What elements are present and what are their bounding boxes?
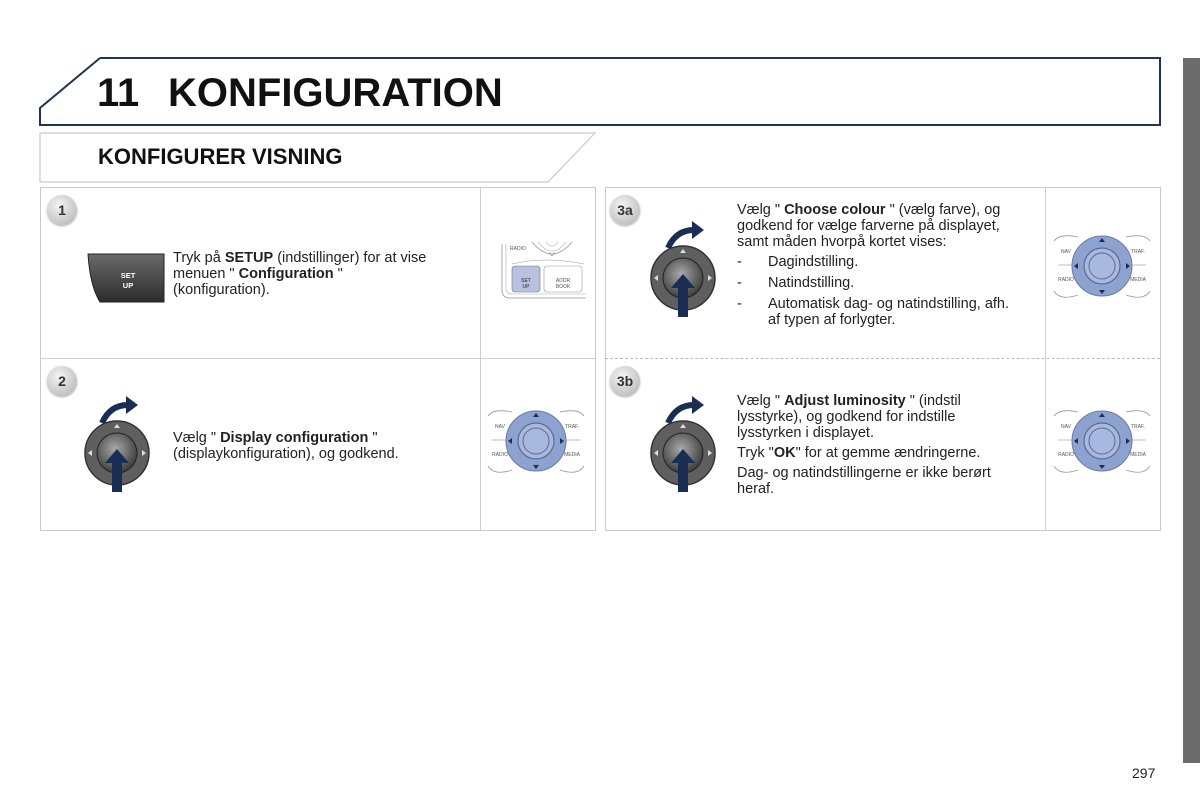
label-media: MEDIA (1130, 452, 1146, 458)
divider (40, 358, 595, 359)
step-1-text (173, 250, 433, 298)
panel-label-setup-1: SET (521, 278, 531, 284)
list-item (737, 254, 1017, 270)
paragraph (737, 202, 1017, 250)
paragraph: Dag- og natindstillingerne er ikke berørt heraf. (737, 465, 991, 497)
text-run: (indstillinger) for at vise menuen " (173, 250, 427, 282)
step-2-text (173, 430, 473, 462)
divider (605, 358, 1160, 359)
step-3b-text (737, 393, 1022, 501)
panel-label-radio: RADIO (510, 246, 526, 252)
label-nav: NAV (1061, 424, 1071, 430)
text-run: " (indstil lysstyrke), og godkend for indstille lysstyrken i displayet. (737, 393, 961, 441)
list-item (737, 296, 1017, 328)
divider (1045, 188, 1046, 530)
paragraph (737, 393, 1022, 441)
dashboard-setup-illustration (496, 236, 588, 302)
step-3a-text (737, 202, 1017, 333)
text-run: Vælg " (173, 430, 221, 446)
text-run: " (vælg farve), og godkend for vælge farverne på displayet, samt måden hvorpå kortet vises: (737, 202, 1001, 250)
text-run: " (konfiguration). (173, 266, 343, 298)
label-traf: TRAF. (1131, 424, 1145, 430)
step-badge-1: 1 (47, 195, 77, 225)
text-run: Tryk " (737, 445, 774, 461)
text-bold: OK (773, 445, 796, 461)
text-run: Vælg " (737, 393, 785, 409)
rotary-knob-icon (646, 393, 722, 493)
bullet-text: Natindstilling. (768, 275, 855, 291)
step-badge-3b: 3b (610, 366, 640, 396)
text-run: " for at gemme ændringerne. (795, 445, 981, 461)
label-radio: RADIO (492, 452, 508, 458)
chapter-number: 11 (97, 71, 140, 115)
chapter-title: KONFIGURATION (168, 71, 503, 115)
text-bold: Display configuration (220, 430, 369, 446)
nav-controller-illustration (1052, 229, 1152, 305)
setup-button-label-2: UP (122, 281, 134, 290)
step-badge-2: 2 (47, 366, 77, 396)
label-traf: TRAF. (1131, 249, 1145, 255)
bullet-list (737, 254, 1017, 328)
text-bold: Configuration (238, 266, 334, 282)
label-traf: TRAF. (565, 424, 579, 430)
text-run: Vælg " (737, 202, 785, 218)
text-bold: SETUP (224, 250, 274, 266)
setup-button-label-1: SET (120, 271, 136, 280)
step-badge-3a: 3a (610, 195, 640, 225)
setup-button-icon (84, 252, 166, 304)
section-title: KONFIGURER VISNING (98, 144, 343, 169)
label-nav: NAV (1061, 249, 1071, 255)
page-number: 297 (1132, 765, 1156, 781)
label-media: MEDIA (564, 452, 580, 458)
bullet-text: Dagindstilling. (768, 254, 859, 270)
rotary-knob-icon (80, 393, 156, 493)
text-run: " (displaykonfiguration), og godkend. (173, 430, 399, 462)
text-run: Tryk på (173, 250, 225, 266)
nav-controller-illustration (486, 404, 586, 480)
label-nav: NAV (495, 424, 505, 430)
panel-label-setup-2: UP (522, 284, 530, 290)
paragraph (737, 445, 1022, 461)
label-media: MEDIA (1130, 277, 1146, 283)
list-item (737, 275, 1017, 291)
panel-label-addr-1: ADDR (555, 278, 571, 284)
rotary-knob-icon (646, 218, 722, 318)
chapter-side-tab (1183, 58, 1200, 763)
nav-controller-illustration (1052, 404, 1152, 480)
text-bold: Adjust luminosity (784, 393, 906, 409)
label-radio: RADIO (1058, 452, 1074, 458)
bullet-dash: - (737, 296, 742, 312)
divider (480, 188, 481, 530)
label-radio: RADIO (1058, 277, 1074, 283)
text-bold: Choose colour (784, 202, 886, 218)
bullet-text: Automatisk dag- og natindstilling, afh. af typen af forlygter. (768, 296, 1009, 328)
panel-label-addr-2: BOOK (555, 284, 571, 290)
bullet-dash: - (737, 275, 742, 291)
bullet-dash: - (737, 254, 742, 270)
